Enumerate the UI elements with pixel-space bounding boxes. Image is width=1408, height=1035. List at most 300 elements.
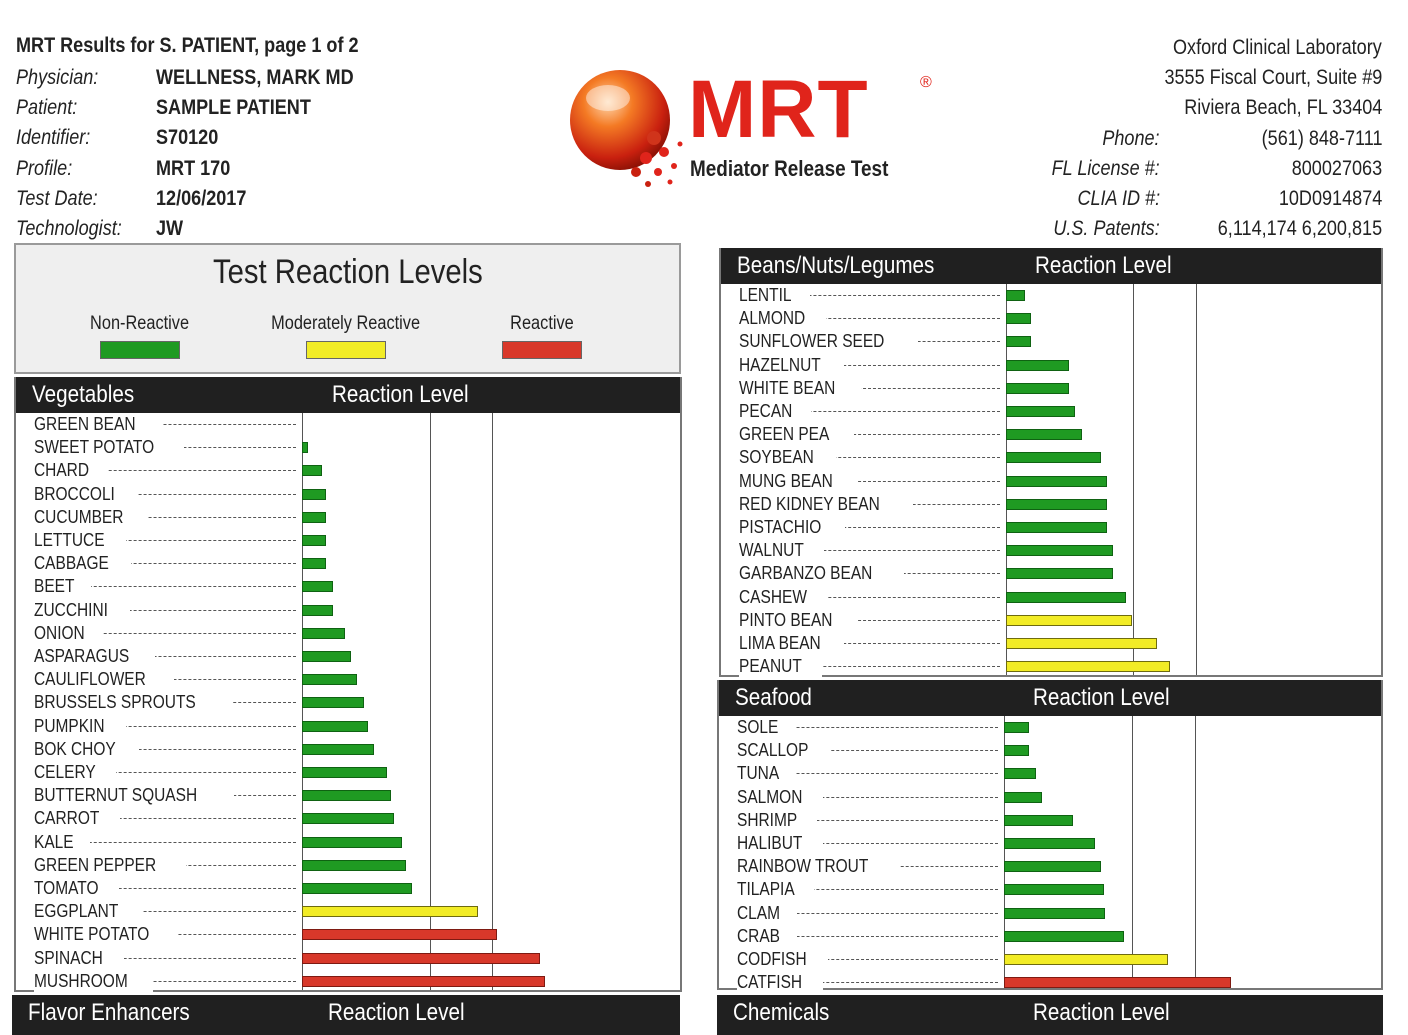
reaction-bar xyxy=(302,860,406,871)
reaction-bar xyxy=(1006,522,1107,533)
food-name-text: SALMON xyxy=(737,786,803,807)
food-name xyxy=(34,948,124,969)
field-value-text: JW xyxy=(156,216,184,240)
food-name xyxy=(737,949,828,970)
food-row xyxy=(719,809,1381,832)
food-name-text: PECAN xyxy=(739,401,793,421)
lab-field xyxy=(982,124,1382,154)
lab-field-value-text: 10D0914874 xyxy=(1278,186,1382,210)
food-name-text: TILAPIA xyxy=(737,879,795,900)
food-name-text: TOMATO xyxy=(34,878,99,898)
food-name xyxy=(737,856,900,877)
food-name-text: TUNA xyxy=(737,763,780,784)
food-name xyxy=(737,903,797,924)
food-row xyxy=(721,330,1381,353)
food-row xyxy=(721,470,1381,493)
food-name-text: MUSHROOM xyxy=(34,970,128,991)
panel-body xyxy=(721,284,1381,675)
reaction-bar xyxy=(302,535,326,546)
panel-title-text: Vegetables xyxy=(32,381,135,408)
reaction-bar xyxy=(1006,615,1132,626)
food-name-text: BROCCOLI xyxy=(34,483,115,504)
food-name xyxy=(739,587,828,608)
food-name xyxy=(739,331,918,352)
food-name xyxy=(34,716,126,737)
lab-field-value xyxy=(1191,214,1382,244)
lab-field-value-text: 6,114,174 6,200,815 xyxy=(1217,217,1382,241)
legend-item xyxy=(256,313,436,359)
food-name xyxy=(34,924,178,945)
food-name-text: ONION xyxy=(34,622,85,643)
reaction-level-header xyxy=(328,999,487,1027)
field-value-text: 12/06/2017 xyxy=(156,186,247,210)
food-name xyxy=(34,646,155,667)
field-value-text: SAMPLE PATIENT xyxy=(156,96,311,120)
reaction-bar xyxy=(302,489,326,500)
food-row xyxy=(16,413,680,436)
reaction-bar xyxy=(1004,908,1105,919)
food-name-text: CODFISH xyxy=(737,949,807,969)
food-name-text: HALIBUT xyxy=(737,833,803,853)
food-name xyxy=(739,471,858,492)
beans-nuts-legumes-panel xyxy=(719,248,1383,677)
panel-title-text: Chemicals xyxy=(733,999,830,1026)
reaction-level-header xyxy=(1033,999,1192,1027)
reaction-level-header-text: Reaction Level xyxy=(1033,999,1170,1026)
field-value xyxy=(156,184,261,214)
lab-field-label-text: FL License #: xyxy=(1051,156,1160,180)
header-field xyxy=(16,154,414,184)
food-name xyxy=(34,553,131,574)
reaction-level-header-text: Reaction Level xyxy=(1033,684,1170,711)
food-row xyxy=(719,739,1381,762)
food-name xyxy=(739,656,822,677)
food-row xyxy=(719,786,1381,809)
legend-swatch xyxy=(502,341,582,359)
field-value xyxy=(156,63,386,93)
food-name xyxy=(739,285,810,306)
field-value xyxy=(156,214,188,244)
food-name xyxy=(34,414,162,435)
field-label-text: Identifier: xyxy=(16,126,91,150)
lab-field xyxy=(982,214,1382,244)
food-name-text: LIMA BEAN xyxy=(739,633,821,653)
lab-field-value xyxy=(1277,154,1382,184)
field-label xyxy=(16,123,102,153)
reaction-bar xyxy=(302,465,322,476)
food-name-text: EGGPLANT xyxy=(34,901,119,922)
food-row xyxy=(16,715,680,738)
panel-body xyxy=(16,413,680,990)
food-name xyxy=(739,540,824,561)
vegetables-panel xyxy=(14,377,682,992)
lab-field-label xyxy=(1093,124,1160,154)
lab-field-label-text: Phone: xyxy=(1102,126,1160,150)
food-name xyxy=(34,855,186,876)
food-name xyxy=(34,576,91,597)
reaction-bar xyxy=(302,953,540,964)
food-row xyxy=(719,855,1381,878)
food-name-text: ALMOND xyxy=(739,308,806,329)
food-name-text: PINTO BEAN xyxy=(739,609,833,630)
food-row xyxy=(16,807,680,830)
reaction-level-header xyxy=(1035,252,1194,280)
reaction-bar xyxy=(1004,768,1036,779)
food-name xyxy=(34,623,103,644)
lab-field-label xyxy=(1064,184,1160,214)
food-row xyxy=(721,446,1381,469)
food-row xyxy=(719,832,1381,855)
food-name xyxy=(34,530,126,551)
field-value-text: WELLNESS, MARK MD xyxy=(156,66,354,89)
panel-header xyxy=(719,680,1381,716)
reaction-bar xyxy=(1004,954,1168,965)
food-row xyxy=(16,436,680,459)
reaction-bar xyxy=(302,442,308,453)
legend-swatch xyxy=(100,341,180,359)
reaction-level-header xyxy=(1033,684,1192,712)
food-name-text: SPINACH xyxy=(34,947,103,968)
food-name xyxy=(737,740,830,761)
panel-title-text: Flavor Enhancers xyxy=(28,999,190,1026)
logo-subtitle: Mediator Release Test xyxy=(690,156,889,181)
panel-title-text: Seafood xyxy=(735,684,812,711)
food-name xyxy=(737,879,814,900)
food-name xyxy=(737,763,796,784)
legend-title: Test Reaction Levels xyxy=(212,253,483,291)
food-row xyxy=(16,645,680,668)
panel-title xyxy=(28,999,216,1027)
reaction-bar xyxy=(302,674,357,685)
food-name xyxy=(739,610,858,631)
reaction-bar xyxy=(302,512,326,523)
food-row xyxy=(16,831,680,854)
legend-label-text: Non-Reactive xyxy=(90,313,190,334)
food-row xyxy=(721,586,1381,609)
panel-title xyxy=(737,252,966,280)
food-row xyxy=(719,902,1381,925)
food-name-text: CABBAGE xyxy=(34,553,109,574)
panel-title xyxy=(32,381,151,409)
food-name-text: WALNUT xyxy=(739,540,804,561)
food-row xyxy=(16,691,680,714)
food-name-text: GREEN PEPPER xyxy=(34,854,157,875)
food-name-text: CLAM xyxy=(737,902,781,923)
reaction-bar xyxy=(1004,861,1101,872)
header-field xyxy=(16,93,414,123)
report-header xyxy=(16,33,414,244)
food-name xyxy=(739,563,904,584)
food-row xyxy=(16,668,680,691)
food-row xyxy=(721,307,1381,330)
legend-swatch xyxy=(306,341,386,359)
legend-label-text: Reactive xyxy=(510,313,574,334)
field-label-text: Profile: xyxy=(16,156,73,180)
food-row xyxy=(721,655,1381,678)
lab-field-value-text: (561) 848-7111 xyxy=(1261,126,1382,150)
logo-wordmark: MRT xyxy=(688,64,869,155)
lab-field-label-text: CLIA ID #: xyxy=(1077,186,1160,210)
food-name xyxy=(34,460,108,481)
lab-address-line2: Riviera Beach, FL 33404 xyxy=(1183,96,1382,120)
food-name xyxy=(739,633,844,654)
food-name-text: SUNFLOWER SEED xyxy=(739,331,885,352)
food-row xyxy=(719,878,1381,901)
food-name-text: BOK CHOY xyxy=(34,738,116,759)
food-name-text: GREEN BEAN xyxy=(34,414,136,434)
food-name xyxy=(34,484,138,505)
food-name xyxy=(34,507,148,528)
reaction-bar xyxy=(1004,931,1124,942)
food-name-text: CAULIFLOWER xyxy=(34,669,146,690)
food-name-text: KALE xyxy=(34,831,74,852)
panel-title xyxy=(735,684,824,712)
food-name xyxy=(34,878,119,899)
field-label-text: Technologist: xyxy=(16,216,122,240)
food-name-text: CATFISH xyxy=(737,972,803,993)
panel-header xyxy=(721,248,1381,284)
food-name xyxy=(737,810,817,831)
reaction-bar xyxy=(1006,568,1113,579)
reaction-bar xyxy=(302,581,333,592)
reaction-bar xyxy=(1006,406,1075,417)
food-name-text: ZUCCHINI xyxy=(34,599,108,620)
food-name-text: BUTTERNUT SQUASH xyxy=(34,785,198,806)
reaction-bar xyxy=(1006,638,1157,649)
reaction-bar xyxy=(1004,884,1104,895)
food-name-text: BRUSSELS SPROUTS xyxy=(34,692,196,713)
reaction-bar xyxy=(302,790,391,801)
logo-sphere-icon xyxy=(566,68,691,193)
food-row xyxy=(16,552,680,575)
food-row xyxy=(721,284,1381,307)
reaction-bar xyxy=(1006,661,1170,672)
food-name xyxy=(737,972,823,993)
lab-field-label xyxy=(1036,214,1160,244)
field-label xyxy=(16,63,112,93)
food-row xyxy=(16,900,680,923)
food-name-text: CASHEW xyxy=(739,586,807,607)
reaction-bar xyxy=(302,651,351,662)
food-row xyxy=(16,970,680,993)
field-label xyxy=(16,214,139,244)
panel-title-text: Beans/Nuts/Legumes xyxy=(737,252,935,279)
food-row xyxy=(721,609,1381,632)
food-row xyxy=(16,622,680,645)
field-value xyxy=(156,123,228,153)
food-name-text: GARBANZO BEAN xyxy=(739,563,873,584)
panel-header xyxy=(16,377,680,413)
food-row xyxy=(721,423,1381,446)
field-value-text: S70120 xyxy=(156,126,219,150)
lab-field xyxy=(982,184,1382,214)
food-name xyxy=(34,739,139,760)
food-name-text: CUCUMBER xyxy=(34,506,124,527)
reaction-bar xyxy=(302,605,333,616)
reaction-bar xyxy=(1006,383,1069,394)
food-name xyxy=(34,600,130,621)
reaction-level-header xyxy=(332,381,491,409)
food-row xyxy=(721,354,1381,377)
reaction-bar xyxy=(302,697,364,708)
food-row xyxy=(719,948,1381,971)
food-row xyxy=(721,632,1381,655)
reaction-bar xyxy=(302,558,326,569)
reaction-bar xyxy=(302,721,368,732)
reaction-bar xyxy=(302,744,374,755)
food-name xyxy=(739,517,845,538)
lab-field-label-text: U.S. Patents: xyxy=(1053,217,1160,241)
food-row xyxy=(719,716,1381,739)
food-name-text: MUNG BEAN xyxy=(739,470,833,491)
header-field xyxy=(16,63,414,93)
reaction-bar xyxy=(302,837,402,848)
reaction-bar xyxy=(1006,452,1101,463)
food-name xyxy=(34,437,184,458)
food-row xyxy=(16,506,680,529)
field-value xyxy=(156,93,336,123)
food-row xyxy=(719,762,1381,785)
food-row xyxy=(16,784,680,807)
food-name-text: PEANUT xyxy=(739,656,802,677)
legend-label xyxy=(482,313,602,335)
lab-address-line1: 3555 Fiscal Court, Suite #9 xyxy=(1164,66,1382,90)
header-field xyxy=(16,184,414,214)
food-name-text: WHITE BEAN xyxy=(739,377,836,398)
next-panel-header xyxy=(12,995,680,1035)
food-row xyxy=(16,459,680,482)
food-name xyxy=(739,401,811,422)
reaction-bar xyxy=(1006,313,1031,324)
food-name-text: ASPARAGUS xyxy=(34,646,130,666)
lab-field xyxy=(982,154,1382,184)
food-name-text: CARROT xyxy=(34,808,100,829)
food-name xyxy=(34,669,174,690)
food-name-text: LETTUCE xyxy=(34,530,105,550)
food-name-text: RED KIDNEY BEAN xyxy=(739,493,880,514)
food-name-text: CRAB xyxy=(737,925,781,946)
food-name xyxy=(34,971,153,992)
food-name xyxy=(34,832,90,853)
legend-label-text: Moderately Reactive xyxy=(271,313,421,334)
next-panel-header xyxy=(717,995,1383,1035)
food-name xyxy=(737,717,795,738)
food-name xyxy=(739,447,836,468)
food-name-text: SCALLOP xyxy=(737,740,809,761)
food-row xyxy=(16,599,680,622)
panel-title xyxy=(733,999,845,1027)
reaction-bar xyxy=(302,883,412,894)
reaction-bar xyxy=(302,976,545,987)
field-label xyxy=(16,154,81,184)
reaction-bar xyxy=(302,628,345,639)
reaction-level-header-text: Reaction Level xyxy=(332,381,469,408)
food-name-text: SOYBEAN xyxy=(739,447,814,468)
reaction-bar xyxy=(302,767,387,778)
food-row xyxy=(719,925,1381,948)
lab-field-value xyxy=(1262,184,1382,214)
field-label-text: Physician: xyxy=(16,66,99,89)
food-name xyxy=(739,424,854,445)
field-label-text: Test Date: xyxy=(16,186,98,210)
food-name xyxy=(739,378,861,399)
reaction-legend xyxy=(14,243,681,374)
seafood-panel xyxy=(717,680,1383,993)
mrt-logo xyxy=(566,64,946,198)
lab-info xyxy=(982,33,1382,244)
food-name-text: CHARD xyxy=(34,460,90,481)
food-row xyxy=(16,947,680,970)
lab-field-value xyxy=(1242,124,1383,154)
lab-name: Oxford Clinical Laboratory xyxy=(1173,36,1382,59)
reaction-bar xyxy=(1006,499,1107,510)
reaction-bar xyxy=(1004,722,1029,733)
reaction-level-header-text: Reaction Level xyxy=(328,999,465,1026)
reaction-bar xyxy=(1006,336,1031,347)
food-name xyxy=(737,926,797,947)
legend-label xyxy=(80,313,200,335)
food-name xyxy=(34,785,234,806)
food-name-text: PISTACHIO xyxy=(739,517,822,537)
lab-field-label xyxy=(1034,154,1160,184)
food-name xyxy=(34,762,116,783)
reaction-bar xyxy=(1004,815,1073,826)
food-row xyxy=(16,877,680,900)
reaction-bar xyxy=(1006,476,1107,487)
reaction-bar xyxy=(1006,545,1113,556)
food-name-text: GREEN PEA xyxy=(739,424,830,445)
food-name-text: WHITE POTATO xyxy=(34,924,150,945)
field-label xyxy=(16,184,111,214)
field-label xyxy=(16,93,87,123)
header-field xyxy=(16,214,414,244)
reaction-bar xyxy=(302,929,497,940)
food-name xyxy=(739,308,826,329)
food-name-text: HAZELNUT xyxy=(739,354,821,375)
food-name-text: SOLE xyxy=(737,717,779,737)
food-name xyxy=(739,494,913,515)
reaction-bar xyxy=(1006,290,1025,301)
food-row xyxy=(16,483,680,506)
reaction-level-header-text: Reaction Level xyxy=(1035,252,1172,279)
food-row xyxy=(719,971,1381,994)
food-name-text: LENTIL xyxy=(739,285,792,305)
reaction-bar xyxy=(1006,429,1082,440)
report-title: MRT Results for S. PATIENT, page 1 of 2 xyxy=(16,34,359,57)
reaction-bar xyxy=(1006,592,1126,603)
food-name-text: PUMPKIN xyxy=(34,715,105,736)
food-name-text: BEET xyxy=(34,576,75,597)
food-row xyxy=(16,761,680,784)
food-row xyxy=(721,539,1381,562)
panel-body xyxy=(719,716,1381,993)
header-field xyxy=(16,123,414,153)
food-row xyxy=(16,529,680,552)
food-row xyxy=(16,923,680,946)
legend-item xyxy=(482,313,602,359)
food-row xyxy=(721,516,1381,539)
food-row xyxy=(721,493,1381,516)
food-name xyxy=(737,833,823,854)
food-name-text: CELERY xyxy=(34,762,96,782)
food-name xyxy=(34,692,232,713)
registered-mark: ® xyxy=(920,74,932,91)
food-name-text: SHRIMP xyxy=(737,809,798,830)
reaction-bar xyxy=(302,906,478,917)
food-row xyxy=(16,854,680,877)
legend-item xyxy=(80,313,200,359)
lab-field-value-text: 800027063 xyxy=(1291,156,1382,180)
